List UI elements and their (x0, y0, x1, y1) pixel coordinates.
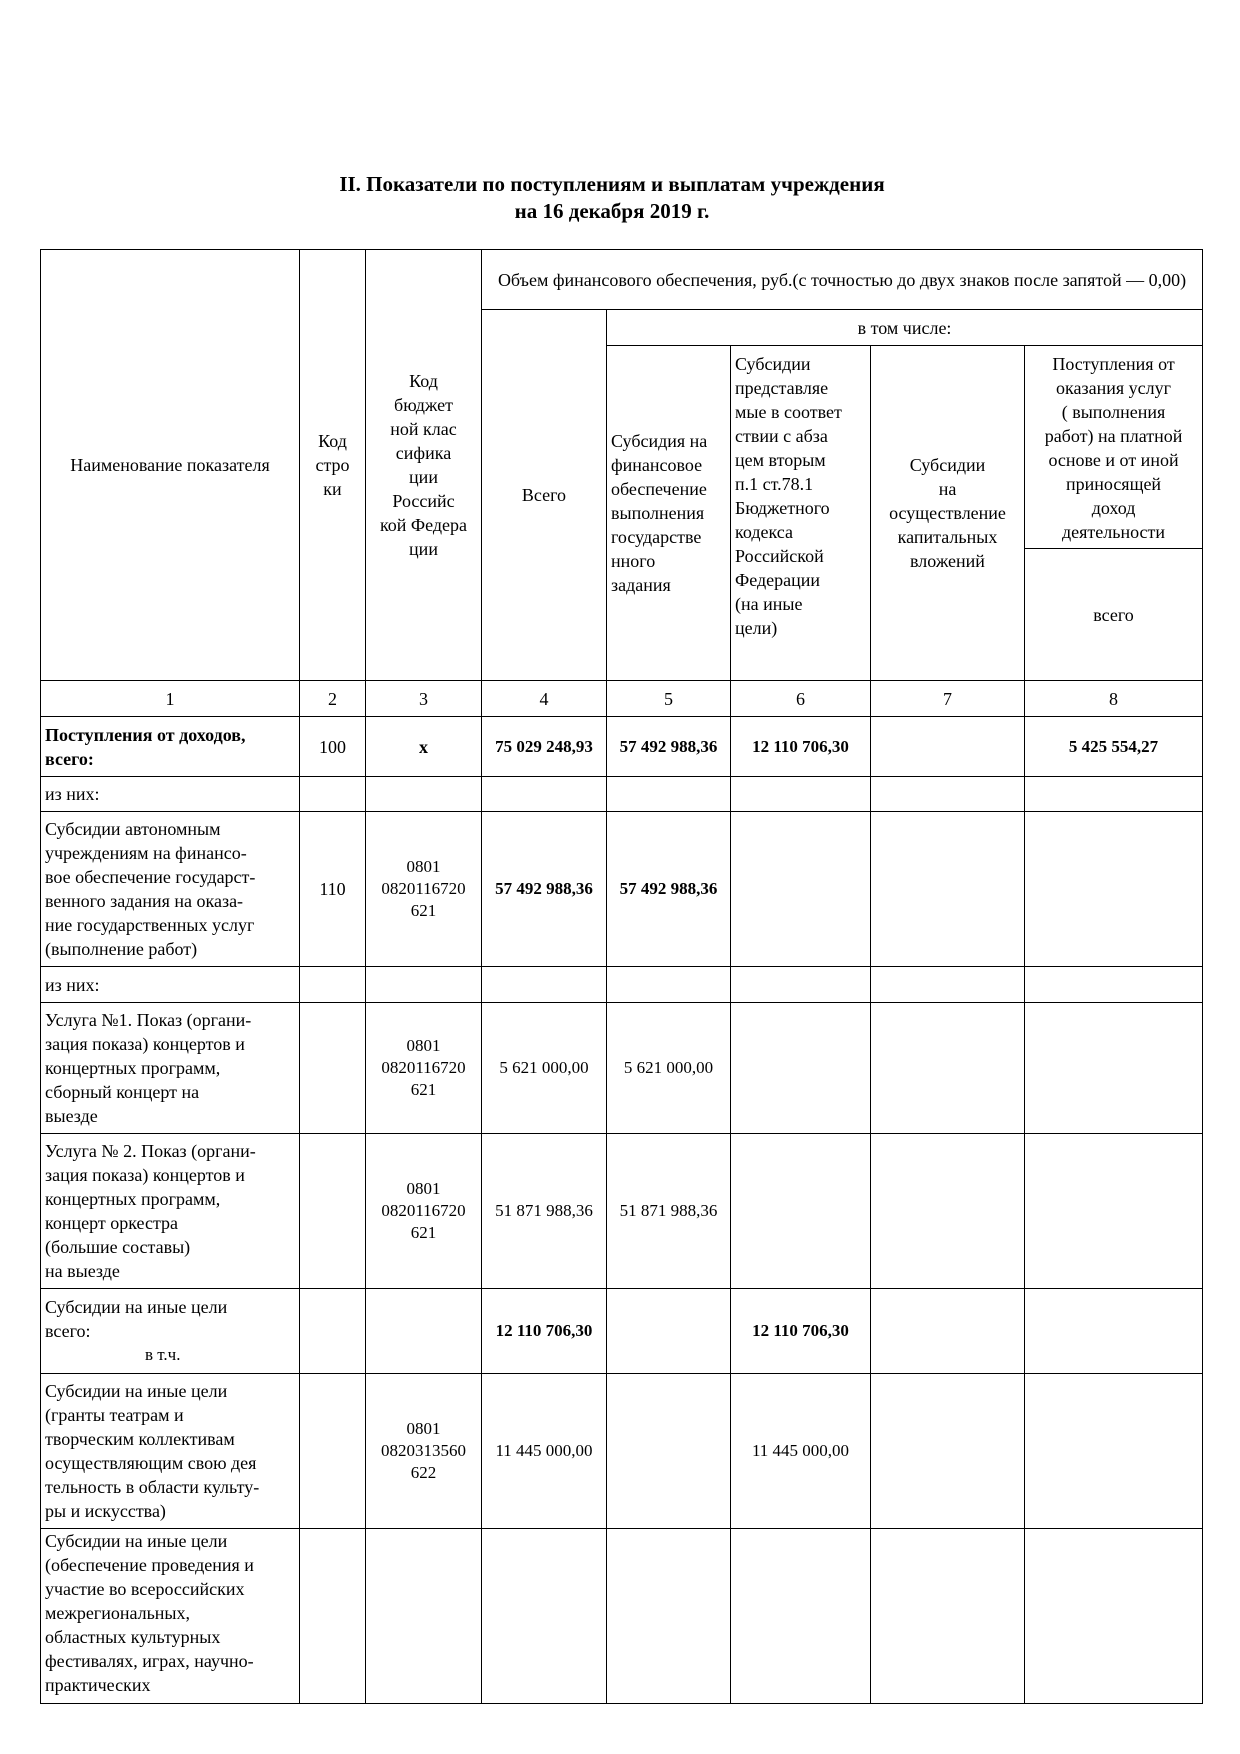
row-name-main: Субсидии на иные цели всего: (45, 1297, 228, 1341)
row-name: Субсидии автономным учреждениям на финансо- вое обеспечение государст- венного задания на оказа- ние государственных услуг (выполнение работ) (41, 812, 300, 967)
table-row (41, 812, 1203, 967)
row-col6: 11 445 000,00 (731, 1374, 871, 1529)
row-total: 75 029 248,93 (482, 717, 607, 777)
header-col8-paid-services: Поступления от оказания услуг ( выполнения работ) на платной основе и от иной приносящей доход деятельности (1025, 346, 1203, 549)
row-total: 5 621 000,00 (482, 1003, 607, 1134)
table-row (41, 1289, 1203, 1374)
header-col5-state-task-subsidy: Субсидия на финансовое обеспечение выполнения государстве нного задания (607, 346, 731, 681)
row-name: Услуга №1. Показ (органи- зация показа) концертов и концертных программ, сборный концерт на выезде (41, 1003, 300, 1134)
row-name: Субсидии на иные цели (гранты театрам и творческим коллективам осуществляющим свою дея тельность в области культу- ры и искусства) (41, 1374, 300, 1529)
row-col6: 12 110 706,30 (731, 1289, 871, 1374)
row-budget-code: 0801 0820116720 621 (366, 1134, 482, 1289)
column-number: 1 (41, 681, 300, 717)
row-budget-code: 0801 0820116720 621 (366, 812, 482, 967)
row-name (41, 1289, 300, 1374)
row-total: 11 445 000,00 (482, 1374, 607, 1529)
row-col8: 5 425 554,27 (1025, 717, 1203, 777)
column-number: 5 (607, 681, 731, 717)
table-row (41, 1374, 1203, 1529)
row-name: Субсидии на иные цели (обеспечение проведения и участие во всероссийских межрегиональных, областных культурных фестивалях, играх, научно- практических (41, 1529, 300, 1704)
row-total: 57 492 988,36 (482, 812, 607, 967)
row-col5: 51 871 988,36 (607, 1134, 731, 1289)
row-total: 51 871 988,36 (482, 1134, 607, 1289)
row-col6: 12 110 706,30 (731, 717, 871, 777)
column-number: 8 (1025, 681, 1203, 717)
row-budget-code: x (366, 717, 482, 777)
column-number: 4 (482, 681, 607, 717)
header-financing-volume: Объем финансового обеспечения, руб.(с точностью до двух знаков после запятой — 0,00) (482, 250, 1203, 310)
table-row (41, 1003, 1203, 1134)
document-title: II. Показатели по поступлениям и выплатам учреждения (339, 172, 885, 196)
header-indicator-name: Наименование показателя (41, 250, 300, 681)
row-name: Поступления от доходов, всего: (41, 717, 300, 777)
header-line-code: Код стро ки (300, 250, 366, 681)
header-including: в том числе: (607, 310, 1203, 346)
document-date: на 16 декабря 2019 г. (514, 199, 710, 223)
table-row (41, 777, 1203, 812)
row-budget-code: 0801 0820116720 621 (366, 1003, 482, 1134)
row-name: Услуга № 2. Показ (органи- зация показа) концертов и концертных программ, концерт оркестра (большие составы) на выезде (41, 1134, 300, 1289)
column-number: 7 (871, 681, 1025, 717)
table-row (41, 717, 1203, 777)
row-col5: 57 492 988,36 (607, 812, 731, 967)
header-col7-capital-subsidy: Субсидии на осуществление капитальных вложений (871, 346, 1025, 681)
row-name: из них: (41, 777, 300, 812)
row-total: 12 110 706,30 (482, 1289, 607, 1374)
header-budget-code: Код бюджет ной клас сифика ции Российс кой Федера ции (366, 250, 482, 681)
row-col5: 5 621 000,00 (607, 1003, 731, 1134)
income-payments-table (40, 249, 1203, 1704)
row-line-code: 100 (300, 717, 366, 777)
table-row (41, 967, 1203, 1003)
column-number: 6 (731, 681, 871, 717)
header-col6-other-purpose-subsidy: Субсидии представляе мые в соответ ствии с абза цем вторым п.1 ст.78.1 Бюджетного кодекса Российской Федерации (на иные цели) (731, 346, 871, 681)
row-col5: 57 492 988,36 (607, 717, 731, 777)
column-number: 2 (300, 681, 366, 717)
header-total: Всего (482, 310, 607, 681)
column-numbers-row (41, 681, 1203, 717)
row-budget-code: 0801 0820313560 622 (366, 1374, 482, 1529)
row-name-sub: в т.ч. (145, 1345, 181, 1364)
header-col8-total: всего (1025, 549, 1203, 681)
table-row (41, 1529, 1203, 1704)
row-line-code: 110 (300, 812, 366, 967)
row-col7 (871, 717, 1025, 777)
column-number: 3 (366, 681, 482, 717)
table-row (41, 1134, 1203, 1289)
row-name: из них: (41, 967, 300, 1003)
